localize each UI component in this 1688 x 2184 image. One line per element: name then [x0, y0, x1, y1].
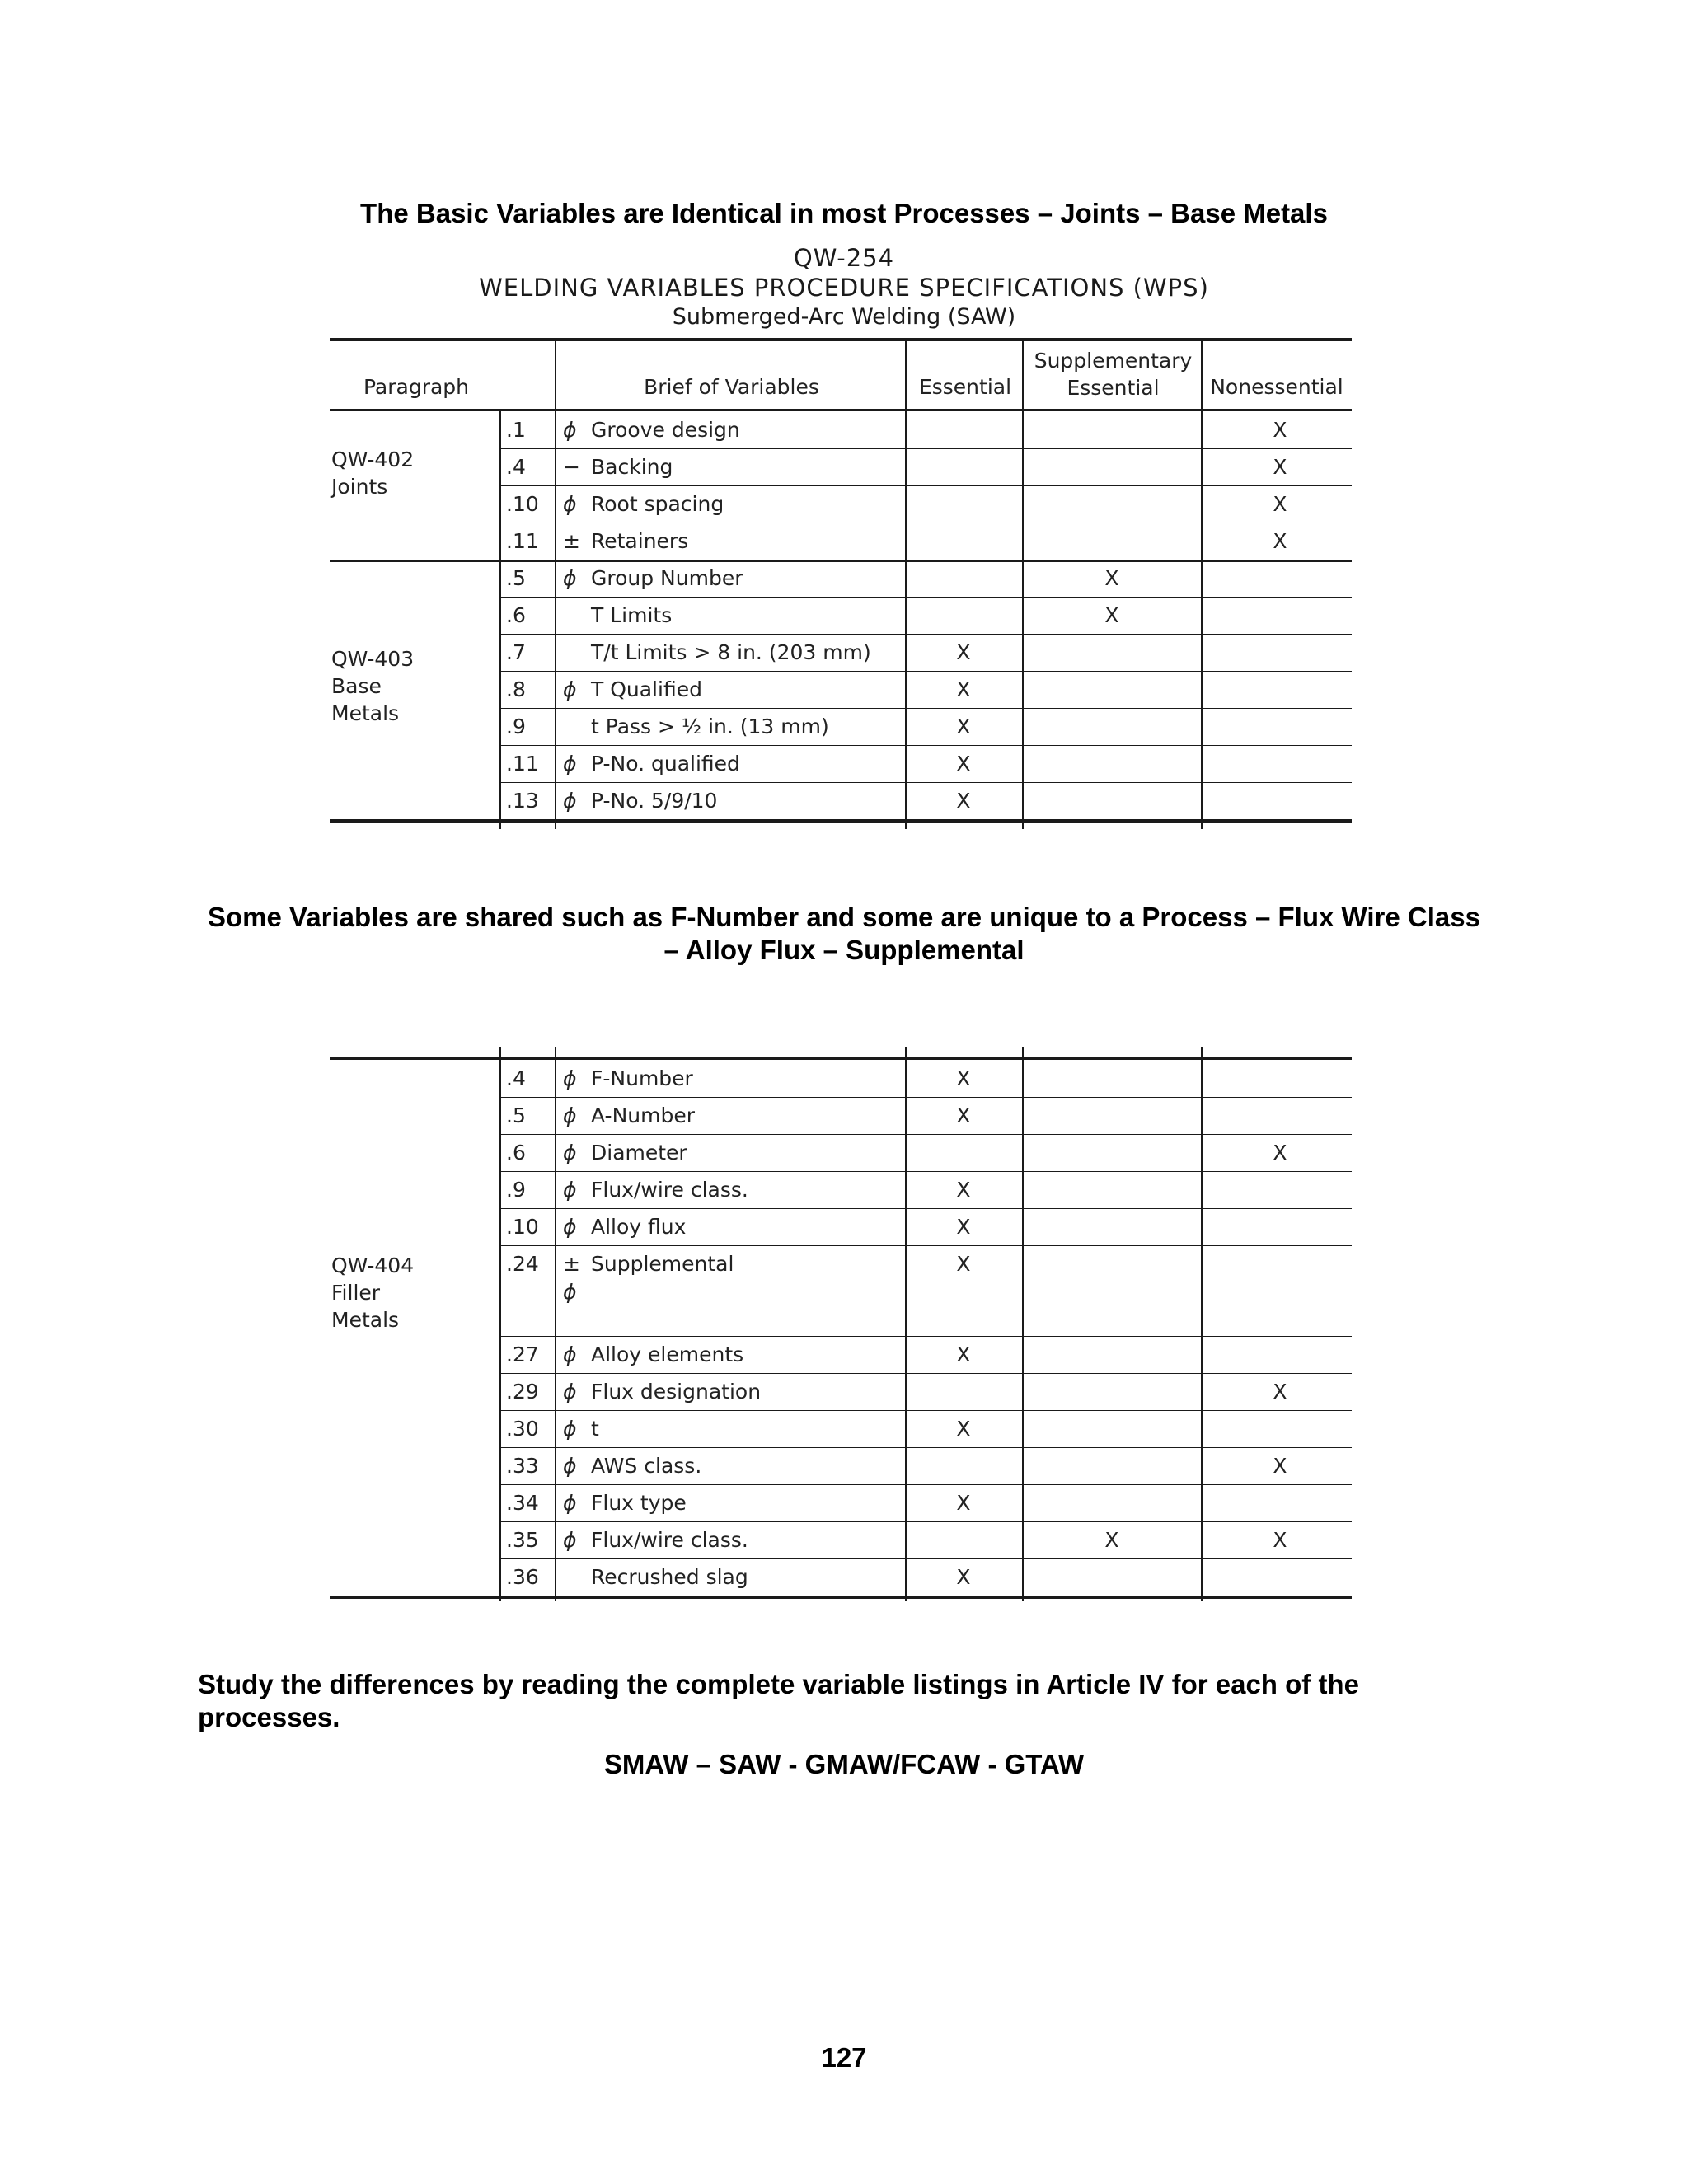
- table2-row-divider: [499, 1336, 1352, 1337]
- table1-row-divider: [499, 745, 1352, 746]
- table2-nonessential-mark: X: [1273, 1380, 1287, 1404]
- heading-basic-variables: The Basic Variables are Identical in most Processes – Joints – Base Metals: [360, 198, 1328, 228]
- table1-header-col-divider: [905, 338, 907, 409]
- table2-row-number: .35: [506, 1528, 539, 1552]
- table2-nonessential-mark: X: [1273, 1141, 1287, 1165]
- table1-row-symbol: ϕ: [563, 418, 577, 442]
- header-supplementary-line2: Essential: [1067, 376, 1160, 400]
- table2-row-number: .9: [506, 1178, 526, 1202]
- table1-row-number: .11: [506, 752, 539, 776]
- table1-row-variable: [563, 752, 740, 776]
- table2-col-divider: [555, 1047, 556, 1601]
- process-list: SMAW – SAW - GMAW/FCAW - GTAW: [603, 1749, 1085, 1779]
- table2-row-symbol: ϕ: [563, 1380, 577, 1404]
- table2-supplementary-mark: X: [1104, 1528, 1119, 1552]
- table1-group-line: Joints: [331, 475, 388, 499]
- table1-code: QW-254: [793, 244, 895, 272]
- table2-row-divider: [499, 1558, 1352, 1559]
- table1-nonessential-mark: X: [1273, 529, 1287, 553]
- table1-row-variable: [563, 566, 743, 590]
- table2-essential-mark: X: [956, 1565, 971, 1589]
- page-number: 127: [821, 2042, 867, 2073]
- table2-col-divider: [1022, 1047, 1024, 1601]
- table2-row-variable: [563, 1215, 686, 1239]
- header-supplementary-line1: Supplementary: [1034, 349, 1193, 373]
- table1-row-text: T Qualified: [591, 677, 702, 701]
- table1-col-divider: [555, 409, 556, 829]
- header-supplementary-essential: [1024, 347, 1203, 401]
- table2-group-line: QW-404: [331, 1254, 415, 1277]
- table1-group-label: [331, 645, 414, 727]
- table1-row-divider: [499, 634, 1352, 635]
- table2-row-text: Flux/wire class.: [591, 1528, 748, 1552]
- table1-row-number: .1: [506, 418, 526, 442]
- table1-row-text: T Limits: [591, 603, 673, 627]
- table2-row-variable: [563, 1252, 734, 1276]
- table2-row-divider: [499, 1245, 1352, 1246]
- table1-nonessential-mark: X: [1273, 455, 1287, 479]
- table1-supplementary-mark: X: [1104, 566, 1119, 590]
- table2-row-variable: [563, 1343, 743, 1366]
- table2-row-text: Flux type: [591, 1491, 687, 1515]
- header-brief-of-variables: Brief of Variables: [644, 375, 819, 399]
- table2-row-text: t: [591, 1417, 599, 1441]
- table1-row-variable: [563, 715, 829, 738]
- table2-essential-mark: X: [956, 1252, 971, 1276]
- table1-group-line: QW-403: [331, 647, 415, 671]
- table1-nonessential-mark: X: [1273, 418, 1287, 442]
- table1-row-variable: [563, 529, 688, 553]
- table2-essential-mark: X: [956, 1343, 971, 1366]
- table1-header-col-divider: [1201, 338, 1203, 409]
- table2-row-text: A-Number: [591, 1104, 696, 1127]
- table1-row-variable: [563, 789, 717, 813]
- table1-row-variable: [563, 677, 702, 701]
- table1-row-symbol: ϕ: [563, 492, 577, 516]
- table2-row-variable: [563, 1066, 693, 1090]
- table1-group-rule: [330, 560, 1352, 562]
- table1-row-divider: [499, 597, 1352, 598]
- table2-essential-mark: X: [956, 1066, 971, 1090]
- table2-row-variable: [563, 1528, 748, 1552]
- table1-row-number: .5: [506, 566, 526, 590]
- table2-row-text: Recrushed slag: [591, 1565, 748, 1589]
- table1-row-text: Root spacing: [591, 492, 724, 516]
- table2-row-symbol: ϕ: [563, 1066, 577, 1090]
- table2-row-divider: [499, 1171, 1352, 1172]
- table2-nonessential-mark: X: [1273, 1454, 1287, 1478]
- table1-row-text: P-No. 5/9/10: [591, 789, 718, 813]
- table2-row-number: .34: [506, 1491, 539, 1515]
- table1-header-col-divider: [1022, 338, 1024, 409]
- table1-row-number: .6: [506, 603, 526, 627]
- table1-row-text: Groove design: [591, 418, 740, 442]
- table2-row-symbol: ϕ: [563, 1454, 577, 1478]
- table1-row-divider: [499, 708, 1352, 709]
- table2-col-divider: [905, 1047, 907, 1601]
- table2-top-rule: [330, 1057, 1352, 1060]
- table2-nonessential-mark: X: [1273, 1528, 1287, 1552]
- table2-essential-mark: X: [956, 1491, 971, 1515]
- table2-row-variable: [563, 1380, 761, 1404]
- table2-row-text: AWS class.: [591, 1454, 702, 1478]
- table2-row-symbol: ϕ: [563, 1104, 577, 1127]
- table2-row-text: Flux/wire class.: [591, 1178, 748, 1202]
- table1-essential-mark: X: [956, 640, 971, 664]
- table2-col-divider: [1201, 1047, 1203, 1601]
- table2-row-divider: [499, 1484, 1352, 1485]
- table1-row-divider: [499, 671, 1352, 672]
- table2-group-line: Metals: [331, 1308, 400, 1332]
- table1-bottom-rule: [330, 819, 1352, 823]
- table1-row-number: .8: [506, 677, 526, 701]
- table1-col-divider: [905, 409, 907, 829]
- table2-row-divider: [499, 1373, 1352, 1374]
- table1-row-text: t Pass > ½ in. (13 mm): [591, 715, 829, 738]
- table2-essential-mark: X: [956, 1104, 971, 1127]
- table2-col-divider: [499, 1047, 501, 1601]
- table2-row-number: .5: [506, 1104, 526, 1127]
- table1-row-text: Retainers: [591, 529, 689, 553]
- table2-group-label: [331, 1252, 414, 1333]
- table1-row-variable: [563, 492, 724, 516]
- table1-row-symbol: −: [563, 455, 580, 479]
- table1-essential-mark: X: [956, 752, 971, 776]
- table1-row-number: .13: [506, 789, 539, 813]
- table1-subtitle: Submerged-Arc Welding (SAW): [672, 304, 1016, 330]
- table2-row-text: Alloy elements: [591, 1343, 744, 1366]
- table2-row-symbol: ϕ: [563, 1215, 577, 1239]
- table2-row-divider: [499, 1134, 1352, 1135]
- study-instructions: Study the differences by reading the complete variable listings in Article IV for each of the processes.: [198, 1669, 1359, 1732]
- table2-row-divider: [499, 1097, 1352, 1098]
- heading-shared-line1: Some Variables are shared such as F-Number and some are unique to a Process – Flux Wire Class: [208, 902, 1480, 932]
- table2-row-symbol: ϕ: [563, 1178, 577, 1202]
- table1-row-text: Backing: [591, 455, 673, 479]
- table2-row-symbol: ϕ: [563, 1417, 577, 1441]
- table1-group-line: Base: [331, 674, 382, 698]
- table2-row-divider: [499, 1208, 1352, 1209]
- table2-group-line: Filler: [331, 1281, 381, 1305]
- table2-row-symbol: ±: [563, 1252, 580, 1276]
- table2-row-variable: [563, 1141, 687, 1165]
- table1-group-label: [331, 446, 414, 500]
- table2-row-symbol: ϕ: [563, 1343, 577, 1366]
- table2-row-variable: [563, 1565, 748, 1589]
- table1-group-line: Metals: [331, 701, 400, 725]
- table1-essential-mark: X: [956, 715, 971, 738]
- table1-row-text: T/t Limits > 8 in. (203 mm): [591, 640, 871, 664]
- table2-row-text: F-Number: [591, 1066, 693, 1090]
- table2-row-number: .6: [506, 1141, 526, 1165]
- table1-row-symbol: ±: [563, 529, 580, 553]
- table1-row-divider: [499, 485, 1352, 486]
- heading-shared-line2: – Alloy Flux – Supplemental: [663, 935, 1025, 965]
- table2-essential-mark: X: [956, 1417, 971, 1441]
- table1-header-rule: [330, 409, 1352, 411]
- table2-row-number: .27: [506, 1343, 539, 1366]
- table2-row-number: .33: [506, 1454, 539, 1478]
- table1-essential-mark: X: [956, 789, 971, 813]
- table2-row-number: .30: [506, 1417, 539, 1441]
- table1-row-number: .9: [506, 715, 526, 738]
- header-nonessential: Nonessential: [1210, 375, 1343, 399]
- table2-row-number: .24: [506, 1252, 539, 1276]
- table2-row-divider: [499, 1410, 1352, 1411]
- table1-row-text: Group Number: [591, 566, 743, 590]
- heading-shared-variables: [198, 901, 1490, 967]
- table2-row-divider: [499, 1521, 1352, 1522]
- table2-row-variable: [563, 1417, 599, 1441]
- table2-row-text: Supplemental: [591, 1252, 734, 1276]
- table1-col-divider: [1022, 409, 1024, 829]
- table1-row-symbol: ϕ: [563, 752, 577, 776]
- table2-row-symbol-2: ϕ: [563, 1280, 577, 1304]
- table2-row-text: Alloy flux: [591, 1215, 687, 1239]
- table1-col-divider: [499, 409, 501, 829]
- table1-nonessential-mark: X: [1273, 492, 1287, 516]
- table1-col-divider: [1201, 409, 1203, 829]
- table1-essential-mark: X: [956, 677, 971, 701]
- table2-row-symbol: ϕ: [563, 1528, 577, 1552]
- table1-row-text: P-No. qualified: [591, 752, 740, 776]
- table1-row-variable: [563, 418, 740, 442]
- table1-title: WELDING VARIABLES PROCEDURE SPECIFICATIONS (WPS): [479, 274, 1209, 302]
- table1-row-variable: [563, 640, 871, 664]
- table1-row-divider: [499, 448, 1352, 449]
- table2-row-symbol: ϕ: [563, 1491, 577, 1515]
- header-paragraph: Paragraph: [363, 375, 470, 399]
- table1-row-divider: [499, 782, 1352, 783]
- table1-row-number: .4: [506, 455, 526, 479]
- table1-row-number: .11: [506, 529, 539, 553]
- table1-row-number: .7: [506, 640, 526, 664]
- table1-header-col-divider: [555, 338, 556, 409]
- table1-row-variable: [563, 455, 673, 479]
- table1-supplementary-mark: X: [1104, 603, 1119, 627]
- table2-row-variable: [563, 1491, 687, 1515]
- table1-row-symbol: ϕ: [563, 566, 577, 590]
- table1-row-symbol: ϕ: [563, 677, 577, 701]
- table1-top-rule: [330, 338, 1352, 341]
- table1-group-line: QW-402: [331, 448, 415, 471]
- table1-row-symbol: ϕ: [563, 789, 577, 813]
- table1-row-number: .10: [506, 492, 539, 516]
- table2-row-number: .29: [506, 1380, 539, 1404]
- table2-row-symbol: ϕ: [563, 1141, 577, 1165]
- table2-row-number: .10: [506, 1215, 539, 1239]
- table1-row-variable: [563, 603, 672, 627]
- table2-bottom-rule: [330, 1596, 1352, 1599]
- table2-row-number: .36: [506, 1565, 539, 1589]
- table2-essential-mark: X: [956, 1178, 971, 1202]
- table2-row-variable: [563, 1454, 701, 1478]
- table2-essential-mark: X: [956, 1215, 971, 1239]
- table2-row-number: .4: [506, 1066, 526, 1090]
- table2-row-divider: [499, 1447, 1352, 1448]
- table2-row-variable: [563, 1104, 695, 1127]
- table2-row-text: Diameter: [591, 1141, 687, 1165]
- header-essential: Essential: [918, 375, 1012, 399]
- table2-row-variable: [563, 1178, 748, 1202]
- table2-row-text: Flux designation: [591, 1380, 762, 1404]
